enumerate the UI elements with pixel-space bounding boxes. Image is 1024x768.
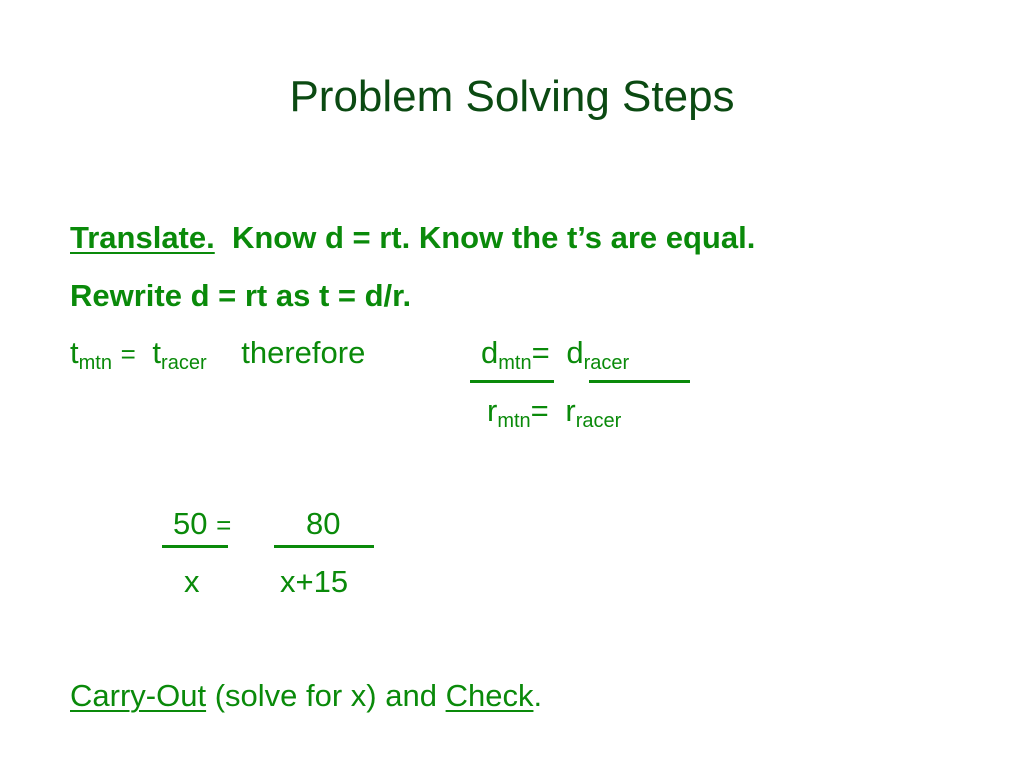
slide-title: Problem Solving Steps	[289, 72, 735, 121]
numeric-denominator-right: x+15	[280, 564, 349, 599]
times-equals: =	[120, 339, 136, 369]
numeric-denominator-left: x	[184, 564, 200, 599]
fraction-bar-racer	[589, 380, 690, 383]
fraction-bar-right	[274, 545, 374, 548]
r-denominators	[487, 393, 622, 432]
translate-label: Translate.	[70, 220, 215, 255]
numeric-numerator-right: 80	[306, 506, 341, 541]
d-numerators	[481, 335, 630, 374]
d-racer-symbol: $d_{racer}$	[566, 335, 630, 374]
closing-line	[70, 678, 542, 714]
d-mtn-symbol: $d_{mtn}$	[481, 335, 532, 374]
fraction-bar-mtn	[470, 380, 554, 383]
carry-out-link: Carry-Out	[70, 678, 207, 713]
translate-line	[70, 220, 755, 256]
check-link: Check	[445, 678, 534, 713]
r-racer-symbol: $r_{racer}$	[565, 393, 622, 432]
r-mtn-symbol: $r_{mtn}$	[487, 393, 531, 432]
closing-period: .	[533, 678, 543, 713]
numeric-numerator-left: 50 =	[173, 506, 232, 541]
rewrite-line: Rewrite d = rt as t = d/r.	[70, 278, 412, 313]
therefore-word: therefore	[241, 335, 366, 370]
d-equals: =	[531, 335, 550, 370]
closing-middle: (solve for x) and	[214, 678, 437, 713]
translate-text: Know d = rt. Know the t’s are equal.	[231, 220, 756, 255]
t-racer-symbol: $t_{racer}$	[152, 335, 207, 374]
times-equation	[70, 335, 365, 372]
t-mtn-symbol: $t_{mtn}$	[70, 335, 112, 374]
r-equals: =	[530, 393, 549, 428]
fraction-bar-left	[162, 545, 228, 548]
